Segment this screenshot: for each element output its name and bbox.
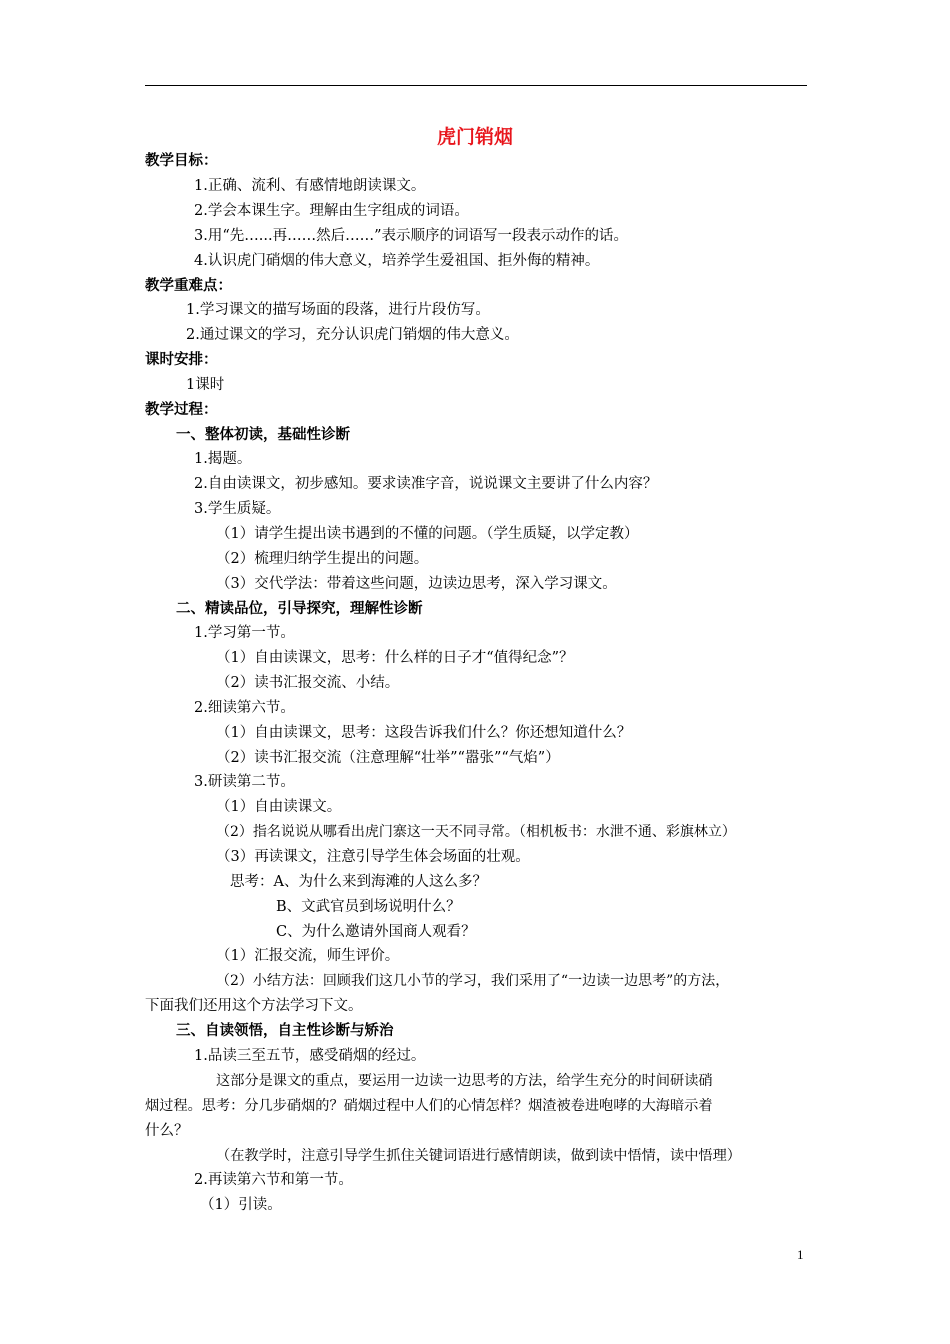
text-line: （2）读书汇报交流（注意理解“壮举”“嚣张”“气焰”） bbox=[216, 750, 560, 766]
text-line: （2）指名说说从哪看出虎门寨这一天不同寻常。（相机板书：水泄不通、彩旗林立） bbox=[216, 824, 736, 840]
text-line: 1课时 bbox=[186, 377, 225, 393]
section-heading-schedule: 课时安排： bbox=[145, 352, 218, 368]
text-line: 3.用“先…...再……然后……”表示顺序的词语写一段表示动作的话。 bbox=[194, 228, 628, 244]
section-heading-process: 教学过程： bbox=[145, 402, 218, 418]
document-title: 虎门销烟 bbox=[436, 126, 513, 148]
text-line: （在教学时，注意引导学生抓住关键词语进行感情朗读，做到读中悟情，读中悟理） bbox=[216, 1148, 741, 1164]
text-line: 什么？ bbox=[145, 1123, 189, 1139]
page-number: 1 bbox=[797, 1247, 804, 1262]
text-line: （1）汇报交流，师生评价。 bbox=[216, 948, 400, 964]
text-line: C、为什么邀请外国商人观看？ bbox=[276, 924, 476, 940]
text-line: （3）交代学法：带着这些问题，边读边思考，深入学习课文。 bbox=[216, 576, 617, 592]
text-line: 2.自由读课文，初步感知。要求读准字音，说说课文主要讲了什么内容？ bbox=[194, 476, 658, 492]
text-line: 2.学会本课生字。理解由生字组成的词语。 bbox=[194, 203, 469, 219]
text-line: （1）引读。 bbox=[200, 1197, 282, 1213]
text-line: （2）小结方法：回顾我们这几小节的学习，我们采用了“一边读一边思考”的方法， bbox=[216, 973, 730, 989]
text-line: （2）梳理归纳学生提出的问题。 bbox=[216, 551, 429, 567]
text-line: （1）请学生提出读书遇到的不懂的问题。（学生质疑，以学定教） bbox=[216, 526, 639, 542]
text-line: 2.通过课文的学习，充分认识虎门销烟的伟大意义。 bbox=[186, 327, 519, 343]
text-line: （1）自由读课文。 bbox=[216, 799, 342, 815]
text-line: （2）读书汇报交流、小结。 bbox=[216, 675, 400, 691]
text-line: 烟过程。思考：分几步硝烟的？硝烟过程中人们的心情怎样？烟渣被卷进咆哮的大海暗示着 bbox=[145, 1098, 713, 1114]
text-line: 1.学习课文的描写场面的段落，进行片段仿写。 bbox=[186, 302, 490, 318]
text-line: 4.认识虎门硝烟的伟大意义，培养学生爱祖国、拒外侮的精神。 bbox=[194, 253, 600, 269]
text-line: 3.研读第二节。 bbox=[194, 774, 295, 790]
section-heading-objectives: 教学目标： bbox=[145, 153, 218, 169]
text-line: B、文武官员到场说明什么？ bbox=[276, 899, 461, 915]
text-line: 3.学生质疑。 bbox=[194, 501, 281, 517]
text-line: 1.揭题。 bbox=[194, 451, 252, 467]
subsection-heading: 三、自读领悟，自主性诊断与矫治 bbox=[176, 1023, 394, 1039]
subsection-heading: 二、精读品位，引导探究，理解性诊断 bbox=[176, 601, 423, 617]
text-line: （1）自由读课文，思考：什么样的日子才“值得纪念”？ bbox=[216, 650, 574, 666]
text-line: （1）自由读课文，思考：这段告诉我们什么？你还想知道什么？ bbox=[216, 725, 632, 741]
text-line: 2.细读第六节。 bbox=[194, 700, 295, 716]
text-line: 2.再读第六节和第一节。 bbox=[194, 1172, 353, 1188]
text-line: 这部分是课文的重点，要运用一边读一边思考的方法，给学生充分的时间研读硝 bbox=[216, 1073, 713, 1089]
text-line: 下面我们还用这个方法学习下文。 bbox=[145, 998, 363, 1014]
section-heading-key-points: 教学重难点： bbox=[145, 278, 232, 294]
text-line: 1.正确、流利、有感情地朗读课文。 bbox=[194, 178, 426, 194]
subsection-heading: 一、整体初读，基础性诊断 bbox=[176, 427, 350, 443]
text-line: 1.学习第一节。 bbox=[194, 625, 295, 641]
text-line: （3）再读课文，注意引导学生体会场面的壮观。 bbox=[216, 849, 530, 865]
text-line: 思考：A、为什么来到海滩的人这么多？ bbox=[230, 874, 487, 890]
header-rule bbox=[145, 85, 807, 86]
text-line: 1.品读三至五节，感受硝烟的经过。 bbox=[194, 1048, 426, 1064]
